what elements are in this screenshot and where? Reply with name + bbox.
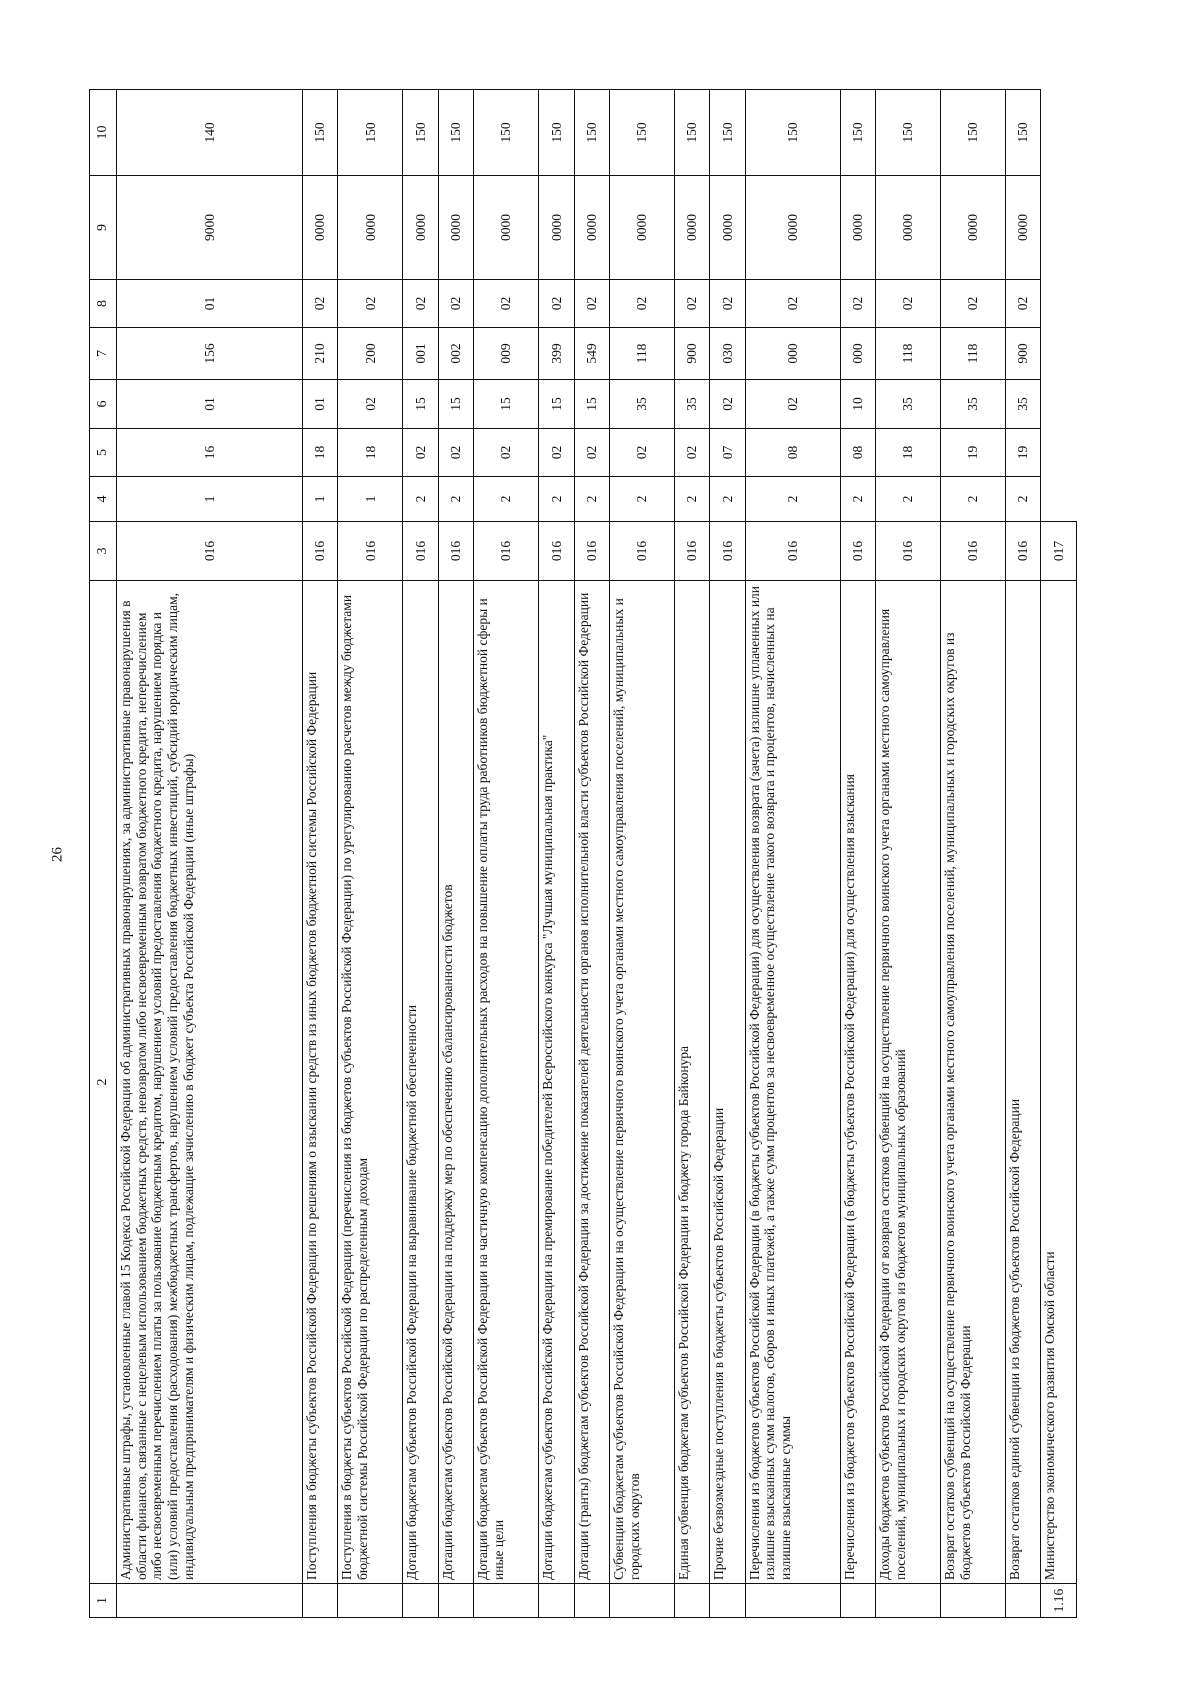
table-row [1006,90,1041,1618]
program-code-cell: 0000 [745,176,840,280]
table-row [710,90,745,1618]
admin-code-cell: 016 [338,522,403,581]
element-code-cell: 02 [338,280,403,328]
program-code-cell: 0000 [610,176,675,280]
subgroup-code-cell: 18 [338,429,403,477]
program-code-cell: 0000 [710,176,745,280]
subgroup-code-cell [1041,429,1077,477]
row-number-cell [941,1584,1006,1618]
subgroup-code-cell: 18 [303,429,338,477]
group-code-cell: 1 [117,477,303,522]
table-row [875,90,940,1618]
description-cell: Административные штрафы, установленные главой 15 Кодекса Российской Федерации об административных правонарушениях, за административные правонарушения в области финансов, связанные с нецелевым использованием бюджетных средств, невозвратом либо несвоевременным возвратом бюджетного кредита, неперечислением либо несвоевременным перечислением платы за пользование бюджетным кредитом, нарушением условий предоставления бюджетного кредита, нарушением порядка и (или) условий предоставления (расходования) межбюджетных трансфертов, нарушением условий предоставления бюджетных инвестиций, субсидий юридическим лицам, индивидуальным предпринимателям и физическим лицам, подлежащие зачислению в бюджет субъекта Российской Федерации (иные штрафы) [117,581,303,1584]
header-col-1: 1 [90,1584,117,1618]
group-code-cell: 2 [474,477,539,522]
row-number-cell [403,1584,438,1618]
program-code-cell: 0000 [438,176,473,280]
description-cell: Дотации бюджетам субъектов Российской Федерации на поддержку мер по обеспечению сбалансированности бюджетов [438,581,473,1584]
element-code-cell: 02 [574,280,609,328]
header-col-7: 7 [90,328,117,380]
classification-code-cell: 150 [745,90,840,176]
table-row [438,90,473,1618]
subgroup-code-cell: 02 [574,429,609,477]
header-col-5: 5 [90,429,117,477]
subarticle-code-cell: 549 [574,328,609,380]
classification-code-cell: 150 [840,90,875,176]
classification-code-cell: 150 [539,90,574,176]
element-code-cell: 02 [710,280,745,328]
subgroup-code-cell: 02 [403,429,438,477]
admin-code-cell: 016 [1006,522,1041,581]
group-code-cell: 2 [610,477,675,522]
header-col-4: 4 [90,477,117,522]
description-cell: Прочие безвозмездные поступления в бюджеты субъектов Российской Федерации [710,581,745,1584]
description-cell: Перечисления из бюджетов субъектов Российской Федерации (в бюджеты субъектов Российской Федерации) для осуществления возврата (зачета) излишне уплаченных или излишне взысканных сумм налогов, сборов и иных платежей, а также сумм процентов за несвоевременное осуществление такого возврата и процентов, начисленных на излишне взысканные суммы [745,581,840,1584]
classification-code-cell: 150 [303,90,338,176]
header-col-9: 9 [90,176,117,280]
article-code-cell: 02 [710,380,745,429]
group-code-cell: 2 [745,477,840,522]
description-cell: Дотации бюджетам субъектов Российской Федерации на премирование победителей Всероссийского конкурса "Лучшая муниципальная практика" [539,581,574,1584]
group-code-cell: 1 [338,477,403,522]
classification-code-cell: 150 [474,90,539,176]
header-row [90,90,117,1618]
subarticle-code-cell: 118 [941,328,1006,380]
group-code-cell: 2 [1006,477,1041,522]
admin-code-cell: 016 [539,522,574,581]
classification-code-cell: 150 [574,90,609,176]
header-col-3: 3 [90,522,117,581]
article-code-cell: 35 [675,380,710,429]
row-number-cell [610,1584,675,1618]
admin-code-cell: 016 [403,522,438,581]
subgroup-code-cell: 02 [675,429,710,477]
group-code-cell: 2 [438,477,473,522]
classification-code-cell: 150 [875,90,940,176]
header-col-2: 2 [90,581,117,1584]
group-code-cell: 2 [710,477,745,522]
program-code-cell: 0000 [403,176,438,280]
row-number-cell [338,1584,403,1618]
subgroup-code-cell: 02 [474,429,539,477]
article-code-cell: 35 [941,380,1006,429]
subgroup-code-cell: 02 [539,429,574,477]
row-number-cell [303,1584,338,1618]
table-row [338,90,403,1618]
article-code-cell: 35 [875,380,940,429]
element-code-cell: 02 [303,280,338,328]
program-code-cell [1041,176,1077,280]
description-cell: Поступления в бюджеты субъектов Российской Федерации (перечисления из бюджетов субъектов Российской Федерации) по урегулированию расчетов между бюджетами бюджетной системы Российской Федерации по распределенным доходам [338,581,403,1584]
row-number-cell [474,1584,539,1618]
description-cell: Единая субвенция бюджетам субъектов Российской Федерации и бюджету города Байконура [675,581,710,1584]
row-number-cell [875,1584,940,1618]
subgroup-code-cell: 08 [840,429,875,477]
table-row [675,90,710,1618]
description-cell: Доходы бюджетов субъектов Российской Федерации от возврата остатков субвенций на осуществление первичного воинского учета органами местного самоуправления поселений, муниципальных и городских округов из бюджетов муниципальных образований [875,581,940,1584]
article-code-cell: 01 [117,380,303,429]
description-cell: Дотации (гранты) бюджетам субъектов Российской Федерации за достижение показателей деятельности органов исполнительной власти субъектов Российской Федерации [574,581,609,1584]
element-code-cell: 02 [675,280,710,328]
subarticle-code-cell: 156 [117,328,303,380]
table-row [1041,90,1077,1618]
header-col-8: 8 [90,280,117,328]
classification-code-cell [1041,90,1077,176]
element-code-cell: 02 [840,280,875,328]
program-code-cell: 0000 [840,176,875,280]
admin-code-cell: 016 [675,522,710,581]
description-cell: Перечисления из бюджетов субъектов Российской Федерации (в бюджеты субъектов Российской Федерации) для осуществления взыскания [840,581,875,1584]
table-row [941,90,1006,1618]
article-code-cell: 02 [745,380,840,429]
row-number-cell [840,1584,875,1618]
admin-code-cell: 016 [117,522,303,581]
program-code-cell: 0000 [574,176,609,280]
subarticle-code-cell: 002 [438,328,473,380]
row-number-cell [710,1584,745,1618]
subgroup-code-cell: 16 [117,429,303,477]
subarticle-code-cell: 030 [710,328,745,380]
program-code-cell: 0000 [303,176,338,280]
page-number: 26 [49,847,66,862]
element-code-cell: 02 [1006,280,1041,328]
element-code-cell: 02 [438,280,473,328]
subarticle-code-cell: 399 [539,328,574,380]
table-row [745,90,840,1618]
program-code-cell: 0000 [338,176,403,280]
table-row [610,90,675,1618]
article-code-cell: 01 [303,380,338,429]
admin-code-cell: 016 [303,522,338,581]
classification-code-cell: 150 [438,90,473,176]
group-code-cell: 2 [403,477,438,522]
admin-code-cell: 016 [840,522,875,581]
subarticle-code-cell: 210 [303,328,338,380]
group-code-cell: 1 [303,477,338,522]
subarticle-code-cell: 900 [1006,328,1041,380]
classification-code-cell: 150 [1006,90,1041,176]
row-number-cell [1006,1584,1041,1618]
element-code-cell: 02 [941,280,1006,328]
group-code-cell: 2 [675,477,710,522]
element-code-cell: 02 [474,280,539,328]
article-code-cell [1041,380,1077,429]
subarticle-code-cell: 001 [403,328,438,380]
row-number-cell [117,1584,303,1618]
group-code-cell: 2 [840,477,875,522]
program-code-cell: 0000 [675,176,710,280]
header-col-6: 6 [90,380,117,429]
article-code-cell: 15 [438,380,473,429]
group-code-cell: 2 [941,477,1006,522]
subgroup-code-cell: 07 [710,429,745,477]
group-code-cell: 2 [574,477,609,522]
group-code-cell: 2 [539,477,574,522]
admin-code-cell: 016 [574,522,609,581]
admin-code-cell: 016 [438,522,473,581]
description-cell: Возврат остатков субвенций на осуществление первичного воинского учета органами местного самоуправления поселений, муниципальных и городских округов из бюджетов субъектов Российской Федерации [941,581,1006,1584]
admin-code-cell: 016 [474,522,539,581]
subgroup-code-cell: 18 [875,429,940,477]
description-cell: Возврат остатков единой субвенции из бюджетов субъектов Российской Федерации [1006,581,1041,1584]
classification-code-cell: 150 [338,90,403,176]
classification-code-cell: 150 [675,90,710,176]
element-code-cell [1041,280,1077,328]
article-code-cell: 15 [539,380,574,429]
row-number-cell [675,1584,710,1618]
description-cell: Дотации бюджетам субъектов Российской Федерации на выравнивание бюджетной обеспеченности [403,581,438,1584]
table-row [403,90,438,1618]
row-number-cell [745,1584,840,1618]
admin-code-cell: 016 [941,522,1006,581]
description-cell: Субвенции бюджетам субъектов Российской Федерации на осуществление первичного воинского учета органами местного самоуправления поселений, муниципальных и городских округов [610,581,675,1584]
budget-classification-table [89,90,1077,1618]
description-cell: Министерство экономического развития Омской области [1041,581,1077,1584]
classification-code-cell: 150 [710,90,745,176]
program-code-cell: 9000 [117,176,303,280]
subarticle-code-cell: 009 [474,328,539,380]
article-code-cell: 10 [840,380,875,429]
subarticle-code-cell: 000 [840,328,875,380]
subgroup-code-cell: 19 [941,429,1006,477]
program-code-cell: 0000 [875,176,940,280]
group-code-cell: 2 [875,477,940,522]
description-cell: Поступления в бюджеты субъектов Российской Федерации по решениям о взыскании средств из иных бюджетов бюджетной системы Российской Федерации [303,581,338,1584]
subarticle-code-cell: 000 [745,328,840,380]
header-col-10: 10 [90,90,117,176]
article-code-cell: 35 [1006,380,1041,429]
table-row [117,90,303,1618]
classification-code-cell: 150 [941,90,1006,176]
classification-code-cell: 150 [610,90,675,176]
row-number-cell [438,1584,473,1618]
subgroup-code-cell: 02 [438,429,473,477]
program-code-cell: 0000 [1006,176,1041,280]
article-code-cell: 35 [610,380,675,429]
program-code-cell: 0000 [941,176,1006,280]
table-row [840,90,875,1618]
article-code-cell: 02 [338,380,403,429]
article-code-cell: 15 [403,380,438,429]
article-code-cell: 15 [574,380,609,429]
table-row [303,90,338,1618]
subarticle-code-cell: 118 [610,328,675,380]
classification-code-cell: 150 [403,90,438,176]
subgroup-code-cell: 19 [1006,429,1041,477]
subarticle-code-cell: 200 [338,328,403,380]
admin-code-cell: 016 [610,522,675,581]
element-code-cell: 02 [610,280,675,328]
classification-code-cell: 140 [117,90,303,176]
subarticle-code-cell: 900 [675,328,710,380]
article-code-cell: 15 [474,380,539,429]
element-code-cell: 02 [539,280,574,328]
table-row [539,90,574,1618]
admin-code-cell: 016 [875,522,940,581]
description-cell: Дотации бюджетам субъектов Российской Федерации на частичную компенсацию дополнительных расходов на повышение оплаты труда работников бюджетной сферы и иные цели [474,581,539,1584]
subarticle-code-cell: 118 [875,328,940,380]
subgroup-code-cell: 08 [745,429,840,477]
program-code-cell: 0000 [474,176,539,280]
subarticle-code-cell [1041,328,1077,380]
subgroup-code-cell: 02 [610,429,675,477]
element-code-cell: 02 [403,280,438,328]
table-row [574,90,609,1618]
element-code-cell: 02 [875,280,940,328]
element-code-cell: 01 [117,280,303,328]
admin-code-cell: 017 [1041,522,1077,581]
admin-code-cell: 016 [710,522,745,581]
row-number-cell [574,1584,609,1618]
element-code-cell: 02 [745,280,840,328]
row-number-cell: 1.16 [1041,1584,1077,1618]
table-row [474,90,539,1618]
group-code-cell [1041,477,1077,522]
row-number-cell [539,1584,574,1618]
program-code-cell: 0000 [539,176,574,280]
admin-code-cell: 016 [745,522,840,581]
